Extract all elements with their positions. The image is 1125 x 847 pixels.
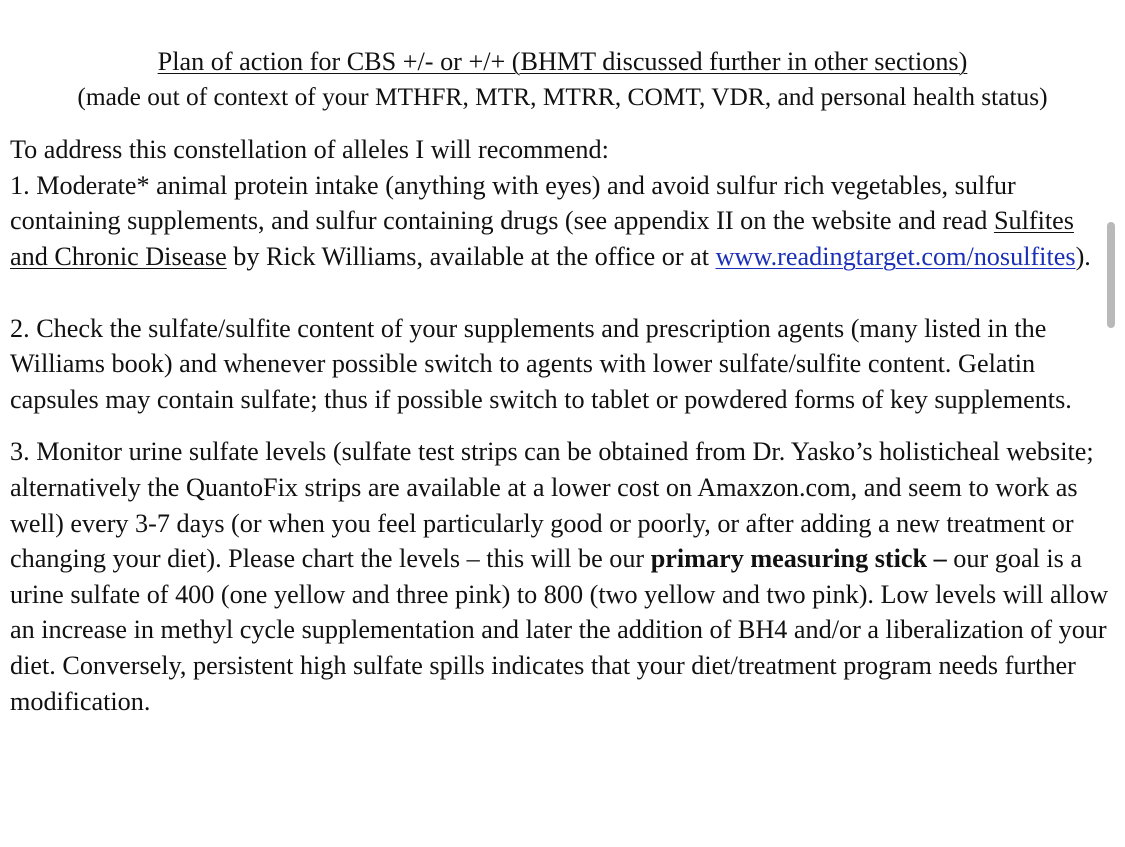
document-body [10,44,1115,719]
recommendation-1-text-a: 1. Moderate* animal protein intake (anything with eyes) and avoid sulfur rich vegetables, sulfur containing supplements, and sulfur containing drugs (see appendix II on the website and read [10,170,1016,236]
nosulfites-link[interactable]: www.readingtarget.com/nosulfites [715,241,1076,271]
spacer [10,275,1115,311]
book-title: Sulfites and Chronic Disease [10,206,1074,271]
spacer [10,115,1115,132]
recommendation-3-text-a: 3. Monitor urine sulfate levels (sulfate test strips can be obtained from Dr. Yasko’s holisticheal website; alternatively the QuantoFix strips are available at a lower cost on Amaxzon.com, and seem to work as well) every 3-7 days (or when you feel particularly good or poorly, or after adding a new treatment or changing your diet). Please chart the levels – this will be our [10,437,1094,574]
page-title: Plan of action for CBS +/- or +/+ (BHMT discussed further in other sections) [157,47,968,76]
recommendation-1-text-c: ). [1075,241,1091,271]
intro-paragraph: To address this constellation of alleles I will recommend: [10,135,609,165]
recommendation-3-text-b: our goal is a urine sulfate of 400 (one yellow and three pink) to 800 (two yellow and two pink). Low levels will allow an increase in methyl cycle supplementation and later the addition of BH4 and/or a liberalization of your diet. Conversely, persistent high sulfate spills indicates that your diet/treatment program needs further modification. [10,544,1109,716]
spacer [10,417,1115,434]
recommendation-3 [10,434,1115,719]
recommendation-1 [10,168,1115,275]
vertical-scrollbar-thumb[interactable] [1107,222,1115,328]
recommendation-1-text-b: by Rick Williams, available at the office or at [226,241,716,271]
primary-measuring-stick: primary measuring stick – [650,544,947,574]
page-subtitle: (made out of context of your MTHFR, MTR, MTRR, COMT, VDR, and personal health status) [77,82,1048,111]
recommendation-2: 2. Check the sulfate/sulfite content of your supplements and prescription agents (many listed in the Williams book) and whenever possible switch to agents with lower sulfate/sulfite content. Gelatin capsules may contain sulfate; thus if possible switch to tablet or powdered forms of key supplements. [10,313,1072,414]
